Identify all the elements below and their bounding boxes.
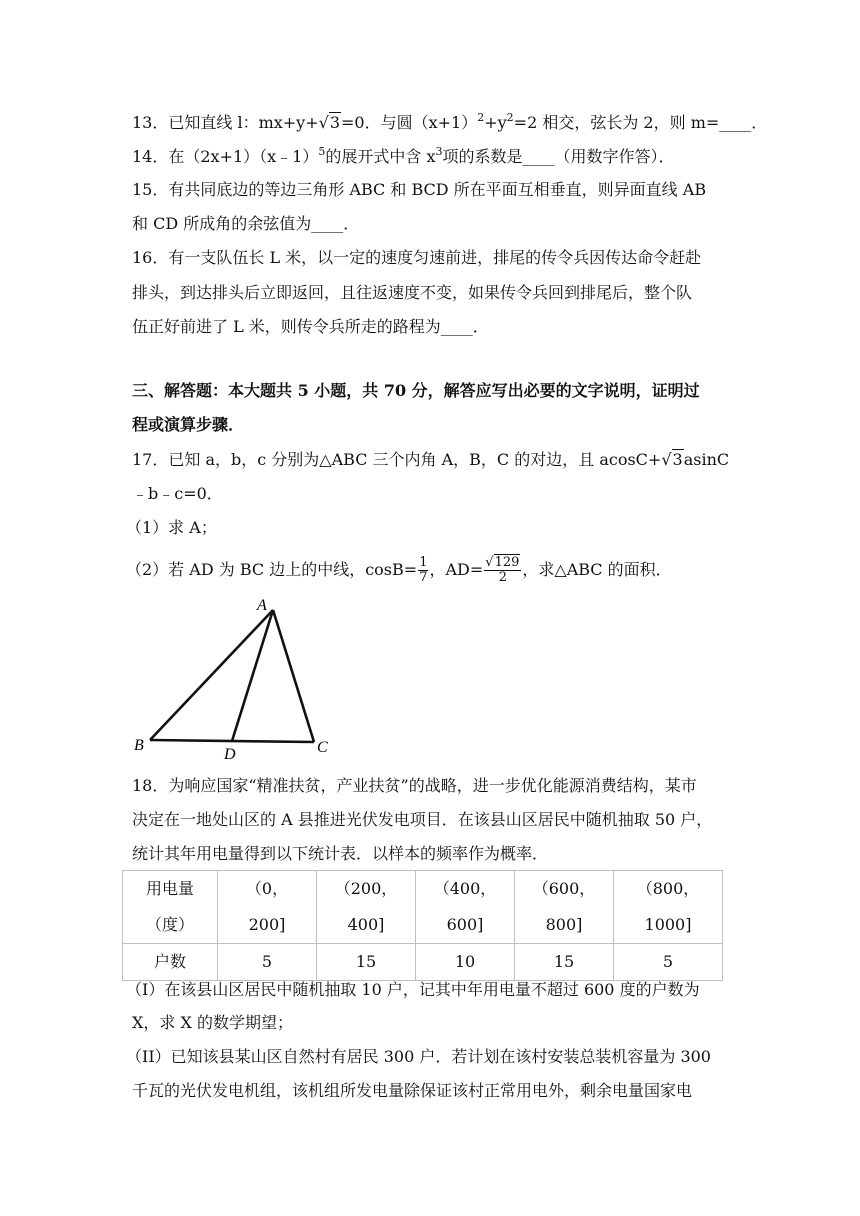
table-row (123, 944, 723, 981)
problem-17-part-1: （1）求 A； (126, 518, 217, 537)
range-cell: （800， 1000] (614, 871, 723, 944)
range-cell: （600， 800] (515, 871, 614, 944)
problem-17-line-2: ﹣b﹣c=0． (132, 484, 223, 503)
side-AC (273, 610, 314, 742)
section-3-heading-line-2: 程或演算步骤． (132, 415, 245, 434)
point-label-D: D (224, 746, 236, 762)
table-row (123, 871, 723, 944)
header-cell-usage: 用电量 （度） (123, 871, 218, 944)
count-cell: 10 (416, 944, 515, 981)
fraction-cosB: $\frac{1}{7}$ (419, 555, 428, 585)
header-cell-count: 户数 (123, 944, 218, 981)
electricity-usage-table (122, 870, 723, 981)
vertex-label-A: A (257, 597, 267, 614)
vertex-label-C: C (317, 739, 328, 756)
problem-18-part-1-line-1: （I）在该县山区居民中随机抽取 10 户，记其中年用电量不超过 600 度的户数为 (126, 980, 700, 999)
vertex-label-B: B (134, 737, 144, 754)
problem-16-line-2: 排头，到达排头后立即返回，且往返速度不变，如果传令兵回到排尾后，整个队 (132, 283, 693, 302)
problem-18-part-1-line-2: X，求 X 的数学期望； (132, 1013, 293, 1032)
median-AD (232, 610, 273, 741)
triangle-figure (128, 594, 348, 762)
range-cell: （0， 200] (218, 871, 317, 944)
problem-16-line-1: 16．有一支队伍长 L 米，以一定的速度匀速前进，排尾的传令兵因传达命令赶赴 (132, 248, 702, 267)
problem-18-part-2-line-1: （II）已知该县某山区自然村有居民 300 户．若计划在该村安装总装机容量为 300 (126, 1047, 711, 1066)
problem-15-line-1: 15．有共同底边的等边三角形 ABC 和 BCD 所在平面互相垂直，则异面直线 AB (132, 180, 707, 199)
count-cell: 15 (515, 944, 614, 981)
problem-17-line-1: 17．已知 a，b，c 分别为△ABC 三个内角 A，B，C 的对边，且 acosC+√3asinC (132, 450, 730, 469)
side-AB (150, 610, 273, 740)
problem-18-line-1: 18．为响应国家“精准扶贫，产业扶贫”的战略，进一步优化能源消费结构，某市 (132, 776, 697, 795)
sqrt-3: √3 (318, 113, 341, 132)
count-cell: 5 (218, 944, 317, 981)
range-cell: （400， 600] (416, 871, 515, 944)
problem-16-line-3: 伍正好前进了 L 米，则传令兵所走的路程为____． (132, 317, 489, 336)
problem-17-part-2: （2）若 AD 为 BC 边上的中线，cosB= $\frac{1}{7}$ ，AD= $\frac{√129}{2}$ ，求△ABC 的面积． (126, 555, 672, 585)
count-cell: 15 (317, 944, 416, 981)
problem-18-line-3: 统计其年用电量得到以下统计表．以样本的频率作为概率． (132, 844, 549, 863)
problem-13: 13．已知直线 l：mx+y+√3=0．与圆$(x+1)^2+y^2=2$ 相交，弦长为 2，则 m=____． (132, 111, 768, 132)
range-cell: （200， 400] (317, 871, 416, 944)
problem-18-part-2-line-2: 千瓦的光伏发电机组，该机组所发电量除保证该村正常用电外，剩余电量国家电 (132, 1081, 693, 1100)
problem-18-line-2: 决定在一地处山区的 A 县推进光伏发电项目．在该县山区居民中随机抽取 50 户， (132, 810, 713, 829)
problem-15-line-2: 和 CD 所成角的余弦值为____． (132, 214, 360, 233)
problem-14: 14．在（2x+1）（x﹣1）$^5$的展开式中含 $x^3$项的系数是____（用数字作答）． (132, 145, 675, 166)
sqrt-3: √3 (661, 450, 683, 469)
section-3-heading-line-1: 三、解答题：本大题共 5 小题，共 70 分，解答应写出必要的文字说明，证明过 (132, 381, 700, 400)
count-cell: 5 (614, 944, 723, 981)
fraction-AD: $\frac{√129}{2}$ (485, 555, 520, 585)
